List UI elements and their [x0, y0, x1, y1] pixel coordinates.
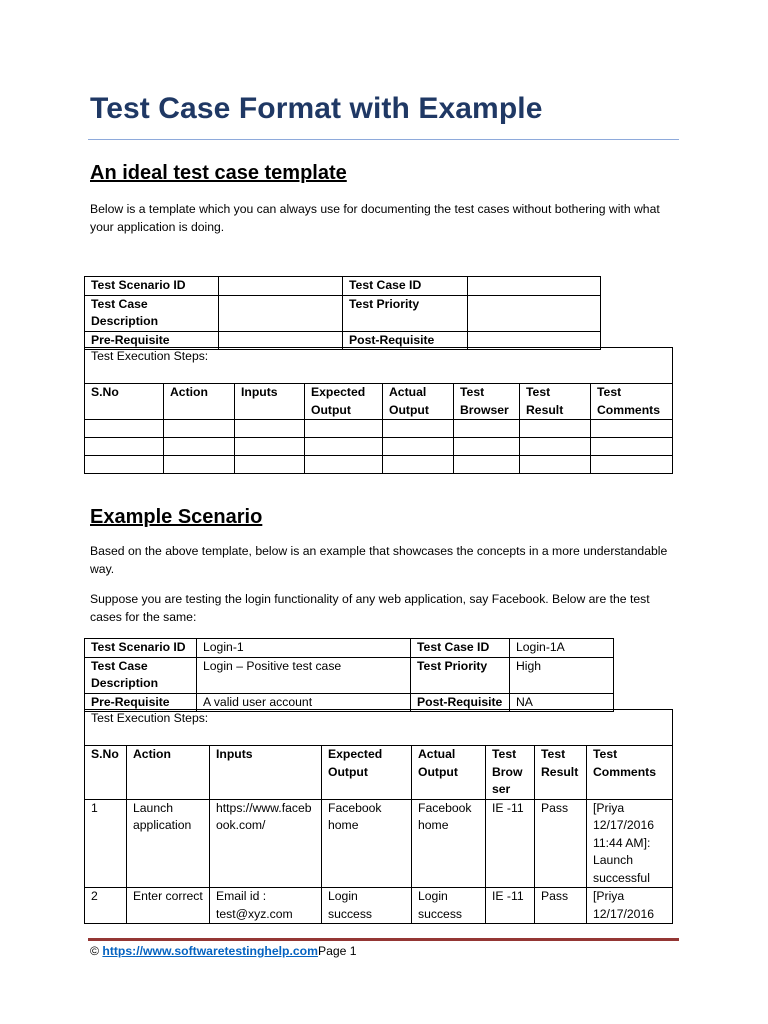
cell-comments: [Priya 12/17/2016	[587, 888, 673, 924]
example-scenario-id-label: Test Scenario ID	[85, 639, 197, 658]
template-prereq-label: Pre-Requisite	[85, 331, 219, 350]
page-number: Page 1	[317, 944, 357, 958]
example-col-header: Expected Output	[322, 746, 412, 800]
table-row	[85, 799, 673, 888]
example-header-table	[84, 638, 614, 712]
cell-actual: Facebook home	[412, 799, 486, 888]
template-empty-row	[85, 420, 673, 438]
example-postreq-value: NA	[510, 693, 614, 712]
page-title: Test Case Format with Example	[90, 92, 543, 125]
example-priority-label: Test Priority	[411, 657, 510, 693]
template-scenario-id-label: Test Scenario ID	[85, 277, 219, 296]
table-row	[85, 888, 673, 924]
template-col-header: Action	[164, 384, 235, 420]
cell-action: Launch application	[127, 799, 210, 888]
example-col-header: Inputs	[210, 746, 322, 800]
template-empty-row	[85, 456, 673, 474]
cell-inputs: Email id : test@xyz.com	[210, 888, 322, 924]
template-case-id-cell	[468, 277, 601, 296]
template-col-header: S.No	[85, 384, 164, 420]
page-footer	[90, 944, 357, 958]
template-col-header: Inputs	[235, 384, 305, 420]
template-description-label: Test Case Description	[85, 295, 219, 331]
template-header-table	[84, 276, 601, 350]
example-description-value: Login – Positive test case	[197, 657, 411, 693]
example-col-header: Test Result	[535, 746, 587, 800]
example-scenario-id-value: Login-1	[197, 639, 411, 658]
example-priority-value: High	[510, 657, 614, 693]
cell-action: Enter correct	[127, 888, 210, 924]
example-col-header: Actual Output	[412, 746, 486, 800]
example-col-header: Test Browser	[486, 746, 535, 800]
cell-inputs: https://www.facebook.com/	[210, 799, 322, 888]
example-case-id-value: Login-1A	[510, 639, 614, 658]
template-case-id-label: Test Case ID	[343, 277, 468, 296]
example-col-header: Test Comments	[587, 746, 673, 800]
example-col-header: Action	[127, 746, 210, 800]
template-description-cell	[219, 295, 343, 331]
cell-result: Pass	[535, 799, 587, 888]
template-col-header: Test Result	[520, 384, 591, 420]
example-paragraph-1: Based on the above template, below is an example that showcases the concepts in a more understandable way.	[90, 544, 668, 576]
template-exec-steps-label: Test Execution Steps:	[85, 348, 673, 384]
cell-expected: Login success	[322, 888, 412, 924]
example-prereq-value: A valid user account	[197, 693, 411, 712]
footer-divider	[88, 938, 679, 941]
footer-website-link[interactable]: https://www.softwaretestinghelp.com	[102, 944, 318, 958]
cell-actual: Login success	[412, 888, 486, 924]
cell-result: Pass	[535, 888, 587, 924]
example-case-id-label: Test Case ID	[411, 639, 510, 658]
template-col-header: Test Browser	[454, 384, 520, 420]
template-col-header: Test Comments	[591, 384, 673, 420]
template-steps-table	[84, 347, 673, 474]
cell-expected: Facebook home	[322, 799, 412, 888]
template-col-header: Actual Output	[383, 384, 454, 420]
example-postreq-label: Post-Requisite	[411, 693, 510, 712]
template-intro-paragraph: Below is a template which you can always use for documenting the test cases without bothering with what your application is doing.	[90, 202, 660, 234]
cell-browser: IE -11	[486, 799, 535, 888]
template-postreq-label: Post-Requisite	[343, 331, 468, 350]
title-divider	[88, 139, 679, 140]
copyright-symbol: ©	[90, 944, 99, 958]
template-priority-label: Test Priority	[343, 295, 468, 331]
example-prereq-label: Pre-Requisite	[85, 693, 197, 712]
cell-browser: IE -11	[486, 888, 535, 924]
example-description-label: Test Case Description	[85, 657, 197, 693]
section-heading-template: An ideal test case template	[90, 162, 347, 184]
example-steps-table	[84, 709, 673, 924]
section-heading-example: Example Scenario	[90, 506, 263, 528]
cell-sno: 1	[85, 799, 127, 888]
cell-sno: 2	[85, 888, 127, 924]
template-scenario-id-cell	[219, 277, 343, 296]
template-col-header: Expected Output	[305, 384, 383, 420]
example-exec-steps-label: Test Execution Steps:	[85, 710, 673, 746]
cell-comments: [Priya 12/17/2016 11:44 AM]: Launch successful	[587, 799, 673, 888]
example-col-header: S.No	[85, 746, 127, 800]
template-empty-row	[85, 438, 673, 456]
template-priority-cell	[468, 295, 601, 331]
example-paragraph-2: Suppose you are testing the login functionality of any web application, say Facebook. Below are the test cases for the same:	[90, 592, 650, 624]
